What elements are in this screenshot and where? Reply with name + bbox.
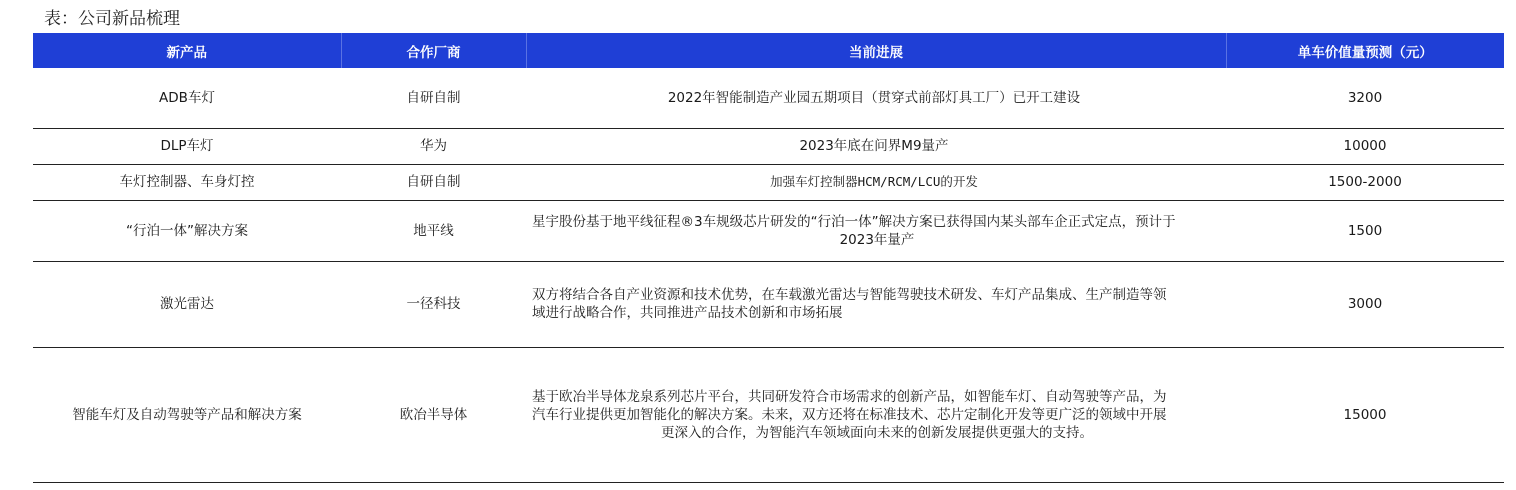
- cell-progress: 加强车灯控制器HCM/RCM/LCU的开发: [526, 164, 1226, 200]
- progress-line: 汽车行业提供更加智能化的解决方案。未来，双方还将在标准技术、芯片定制化开发等更广泛的领域中开展: [532, 406, 1167, 423]
- cell-partner: 自研自制: [341, 164, 526, 200]
- cell-product: 车灯控制器、车身灯控: [33, 164, 341, 200]
- cell-value: 1500-2000: [1226, 164, 1504, 200]
- cell-value: 10000: [1226, 128, 1504, 164]
- table-row: [33, 164, 1504, 200]
- progress-line: 星宇股份基于地平线征程®3车规级芯片研发的“行泊一体”解决方案已获得国内某头部车企正式定点，预计于: [532, 213, 1176, 230]
- progress-line: 双方将结合各自产业资源和技术优势，在车载激光雷达与智能驾驶技术研发、车灯产品集成、生产制造等领: [532, 287, 1167, 303]
- new-products-table: [33, 33, 1504, 483]
- cell-product: 智能车灯及自动驾驶等产品和解决方案: [33, 347, 341, 482]
- cell-product: DLP车灯: [33, 128, 341, 164]
- cell-product: 激光雷达: [33, 261, 341, 347]
- progress-line: 域进行战略合作，共同推进产品技术创新和市场拓展: [532, 305, 843, 321]
- cell-partner: 一径科技: [341, 261, 526, 347]
- header-partner: 合作厂商: [341, 33, 526, 68]
- table-row: [33, 261, 1504, 347]
- cell-value: 15000: [1226, 347, 1504, 482]
- table-row: [33, 347, 1504, 482]
- table-row: [33, 200, 1504, 261]
- cell-value: 1500: [1226, 200, 1504, 261]
- cell-progress: [526, 200, 1226, 261]
- cell-product: ADB车灯: [33, 68, 341, 128]
- header-progress: 当前进展: [526, 33, 1226, 68]
- cell-progress: [526, 347, 1226, 482]
- cell-partner: 欧冶半导体: [341, 347, 526, 482]
- cell-partner: 自研自制: [341, 68, 526, 128]
- table-row: [33, 68, 1504, 128]
- cell-progress: 2023年底在问界M9量产: [526, 128, 1226, 164]
- cell-value: 3200: [1226, 68, 1504, 128]
- progress-line: 2023年量产: [839, 231, 915, 248]
- cell-progress: 2022年智能制造产业园五期项目（贯穿式前部灯具工厂）已开工建设: [526, 68, 1226, 128]
- cell-partner: 华为: [341, 128, 526, 164]
- table-row: [33, 128, 1504, 164]
- cell-value: 3000: [1226, 261, 1504, 347]
- header-value: 单车价值量预测（元）: [1226, 33, 1504, 68]
- header-product: 新产品: [33, 33, 341, 68]
- cell-progress: [526, 261, 1226, 347]
- cell-partner: 地平线: [341, 200, 526, 261]
- cell-product: “行泊一体”解决方案: [33, 200, 341, 261]
- progress-line: 更深入的合作，为智能汽车领域面向未来的创新发展提供更强大的支持。: [661, 424, 1093, 441]
- table-caption: 表：公司新品梳理: [44, 9, 180, 29]
- table-header-row: [33, 33, 1504, 68]
- progress-line: 基于欧冶半导体龙泉系列芯片平台，共同研发符合市场需求的创新产品，如智能车灯、自动驾驶等产品，为: [532, 388, 1167, 405]
